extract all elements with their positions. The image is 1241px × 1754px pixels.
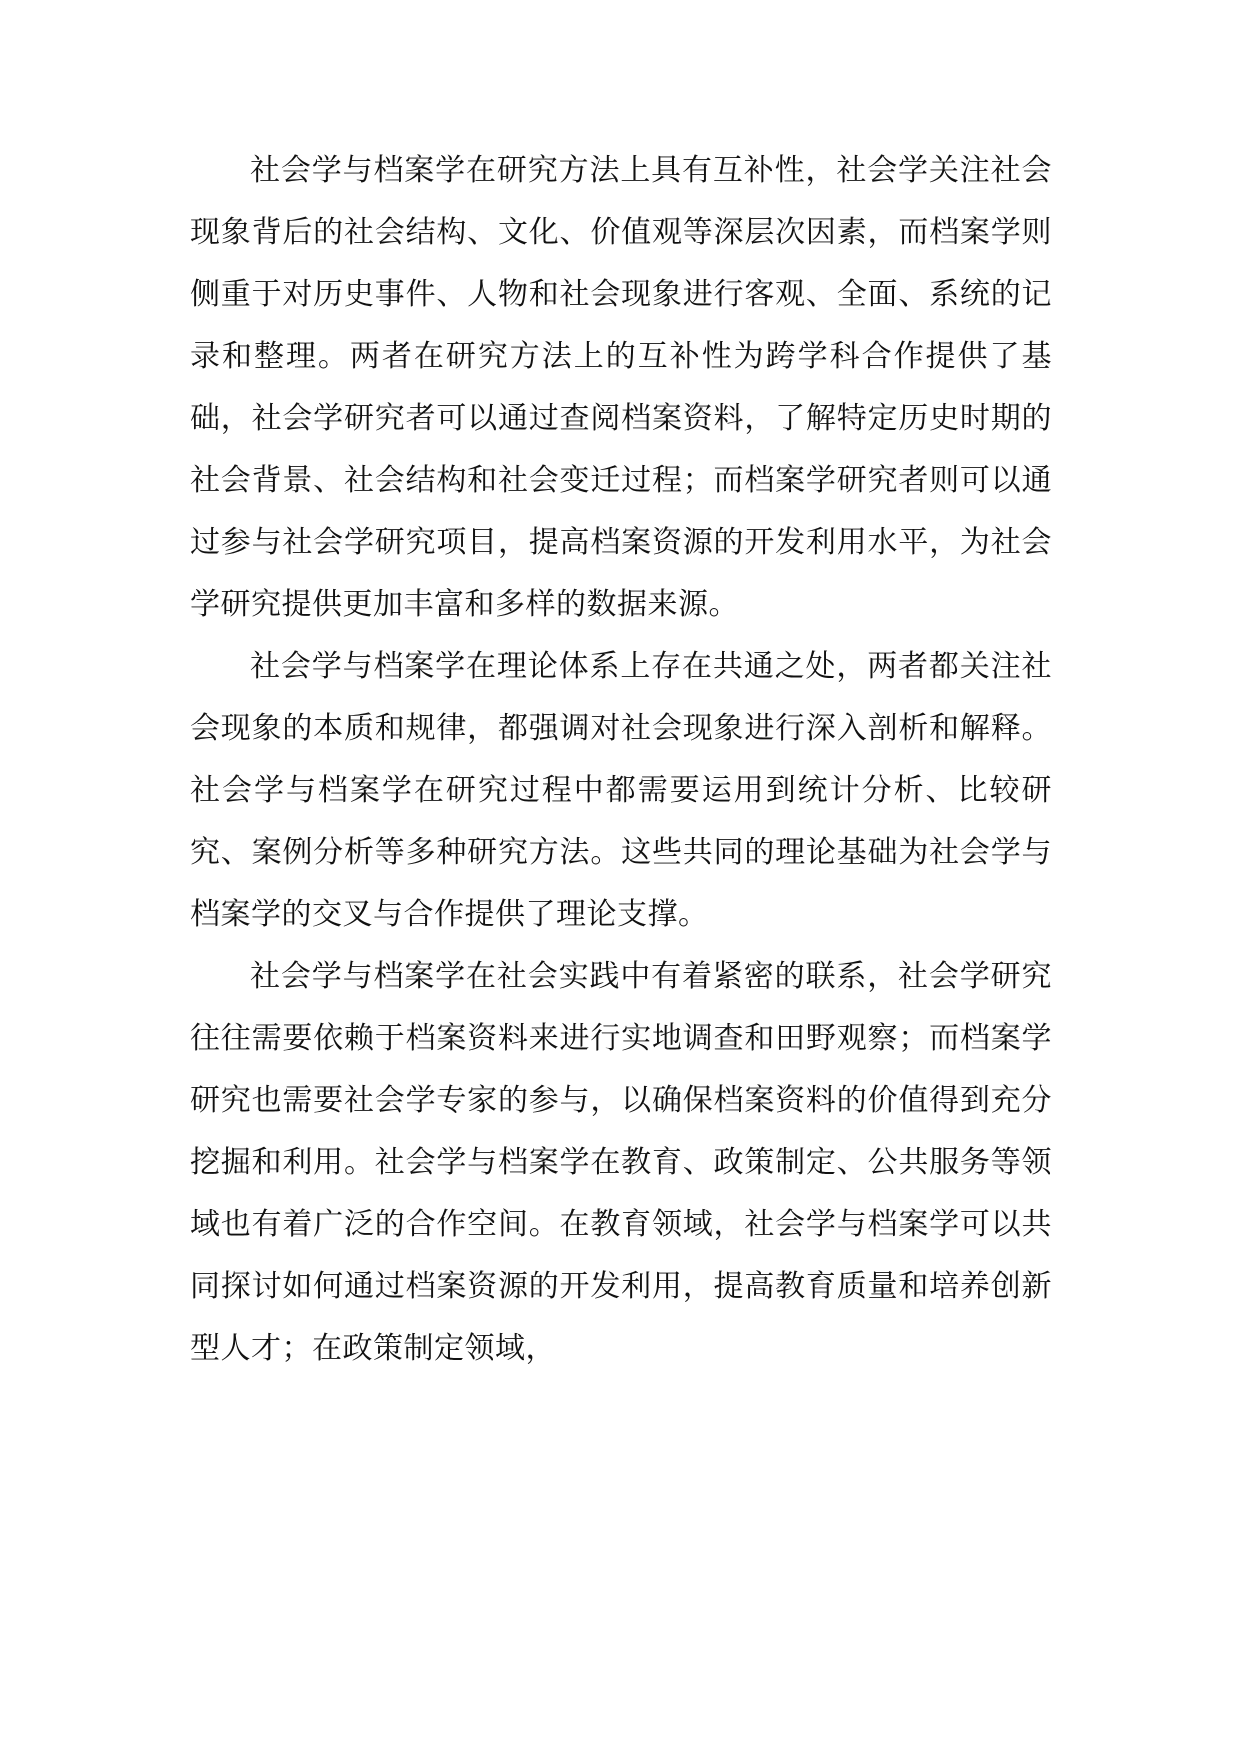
paragraph-social-practice: 社会学与档案学在社会实践中有着紧密的联系，社会学研究往往需要依赖于档案资料来进行实地调查和田野观察；而档案学研究也需要社会学专家的参与，以确保档案资料的价值得到充分挖掘和利用。社会学与档案学在教育、政策制定、公共服务等领域也有着广泛的合作空间。在教育领域，社会学与档案学可以共同探讨如何通过档案资源的开发利用，提高教育质量和培养创新型人才；在政策制定领域，	[190, 959, 1052, 1366]
paragraph-theoretical-system: 社会学与档案学在理论体系上存在共通之处，两者都关注社会现象的本质和规律，都强调对社会现象进行深入剖析和解释。社会学与档案学在研究过程中都需要运用到统计分析、比较研究、案例分析等多种研究方法。这些共同的理论基础为社会学与档案学的交叉与合作提供了理论支撑。	[190, 649, 1052, 932]
document-page	[190, 140, 1052, 1380]
paragraph-research-methods: 社会学与档案学在研究方法上具有互补性，社会学关注社会现象背后的社会结构、文化、价值观等深层次因素，而档案学则侧重于对历史事件、人物和社会现象进行客观、全面、系统的记录和整理。两者在研究方法上的互补性为跨学科合作提供了基础，社会学研究者可以通过查阅档案资料，了解特定历史时期的社会背景、社会结构和社会变迁过程；而档案学研究者则可以通过参与社会学研究项目，提高档案资源的开发利用水平，为社会学研究提供更加丰富和多样的数据来源。	[190, 153, 1052, 622]
